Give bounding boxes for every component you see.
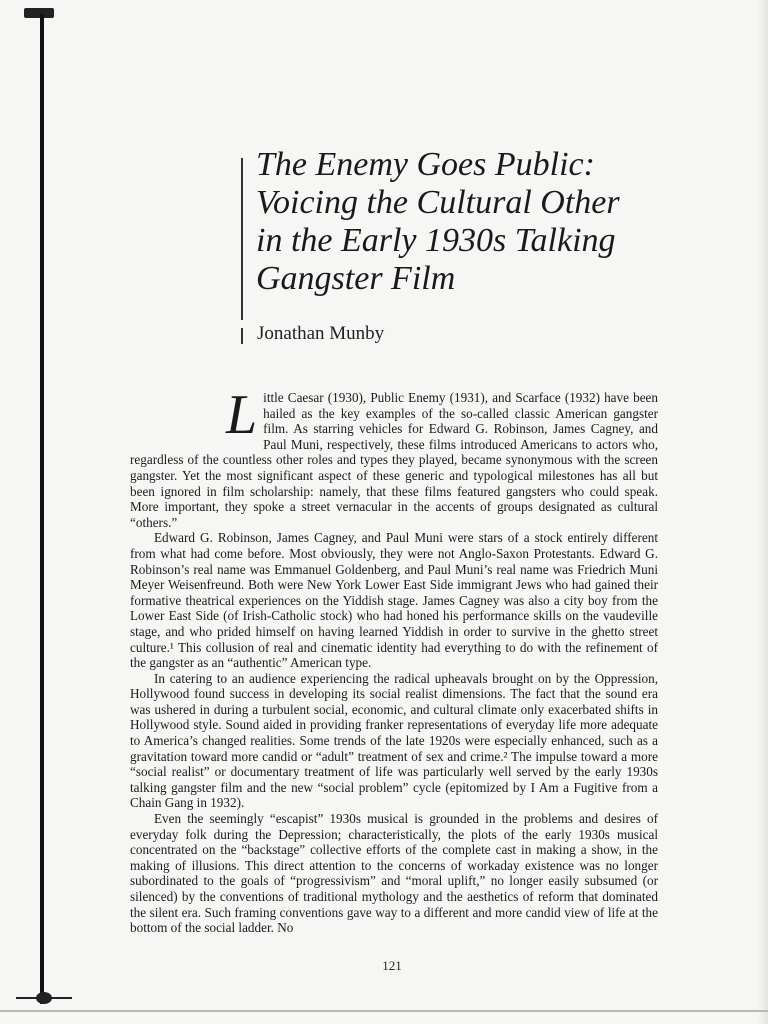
- binding-spine: [40, 14, 44, 1004]
- title-rule: [241, 158, 243, 320]
- binding-clip-bottom: [16, 992, 72, 1004]
- chapter-title: [256, 146, 726, 298]
- page-edge-shadow: [758, 0, 768, 1024]
- title-line: Gangster Film: [256, 260, 456, 297]
- title-line: Voicing the Cultural Other: [256, 184, 620, 221]
- paragraph: Edward G. Robinson, James Cagney, and Paul Muni were stars of a stock entirely different from what had come before. Most obviously, they were not Anglo-Saxon Protestants. Edward G. Robinson’s real name was Emmanuel Goldenberg, and Paul Muni’s real name was Friedrich Muni Meyer Weisenfreund. Both were New York Lower East Side immigrant Jews who had gained their formative theatrical experiences on the Yiddish stage. James Cagney was also a city boy from the Lower East Side (of Irish-Catholic stock) who had honed his performance skills on the vaudeville stage, and who prided himself on having learned Yiddish in order to survive in the ghetto street culture.¹ This collusion of real and cinematic identity had everything to do with the refinement of the gangster as an “authentic” American type.: [130, 530, 658, 671]
- title-line: in the Early 1930s Talking: [256, 222, 616, 259]
- author-rule: [241, 328, 243, 344]
- paragraph: Even the seemingly “escapist” 1930s musical is grounded in the problems and desires of everyday folk during the Depression; characteristically, the plots of the early 1930s musical concentrated on the “backstage” collective efforts of the complete cast in making a show, in the making of illusions. This direct attention to the concerns of workaday existence was no longer subordinated to the goals of “progressivism” and “moral uplift,” no longer easily subsumed (or silenced) by the conventions of traditional mythology and the aesthetics of reform that dominated the silent era. Such framing conventions gave way to a different and more candid view of life at the bottom of the social ladder. No: [130, 811, 658, 936]
- paragraph: In catering to an audience experiencing the radical upheavals brought on by the Oppression, Hollywood found success in developing its social realist dimensions. The fact that the sound era was ushered in during a turbulent social, economic, and cultural climate only exacerbated shifts in Hollywood style. Sound aided in providing franker representations of everyday life more adequate to America’s changed realities. Some trends of the late 1920s were especially enhanced, such as a gravitation toward more candid or “adult” treatment of sex and crime.² The impulse toward a more “social realist” or documentary treatment of life was particularly well served by the early 1930s talking gangster film and the new “social problem” cycle (epitomized by I Am a Fugitive from a Chain Gang in 1932).: [130, 670, 658, 811]
- title-line: The Enemy Goes Public:: [256, 146, 595, 183]
- drop-cap: L: [226, 384, 258, 446]
- body-text: [130, 384, 658, 936]
- paragraph: ittle Caesar (1930), Public Enemy (1931), and Scarface (1932) have been hailed as the key examples of the so-called classic American gangster film. As starring vehicles for Edward G. Robinson, James Cagney, and Paul Muni, respectively, these films introduced Americans to actors who, regardless of the countless other roles and types they played, became synonymous with the screen gangster. Yet the most significant aspect of these generic and typological milestones has all but been ignored in film scholarship: namely, that these films featured gangsters who could speak. More important, they spoke a street vernacular in the accents of groups designated as cultural “others.”: [130, 390, 658, 530]
- binding-clip-top: [24, 8, 54, 18]
- page-bottom-edge: [0, 1010, 768, 1012]
- page-number: 121: [382, 958, 402, 973]
- author-name: Jonathan Munby: [257, 323, 385, 344]
